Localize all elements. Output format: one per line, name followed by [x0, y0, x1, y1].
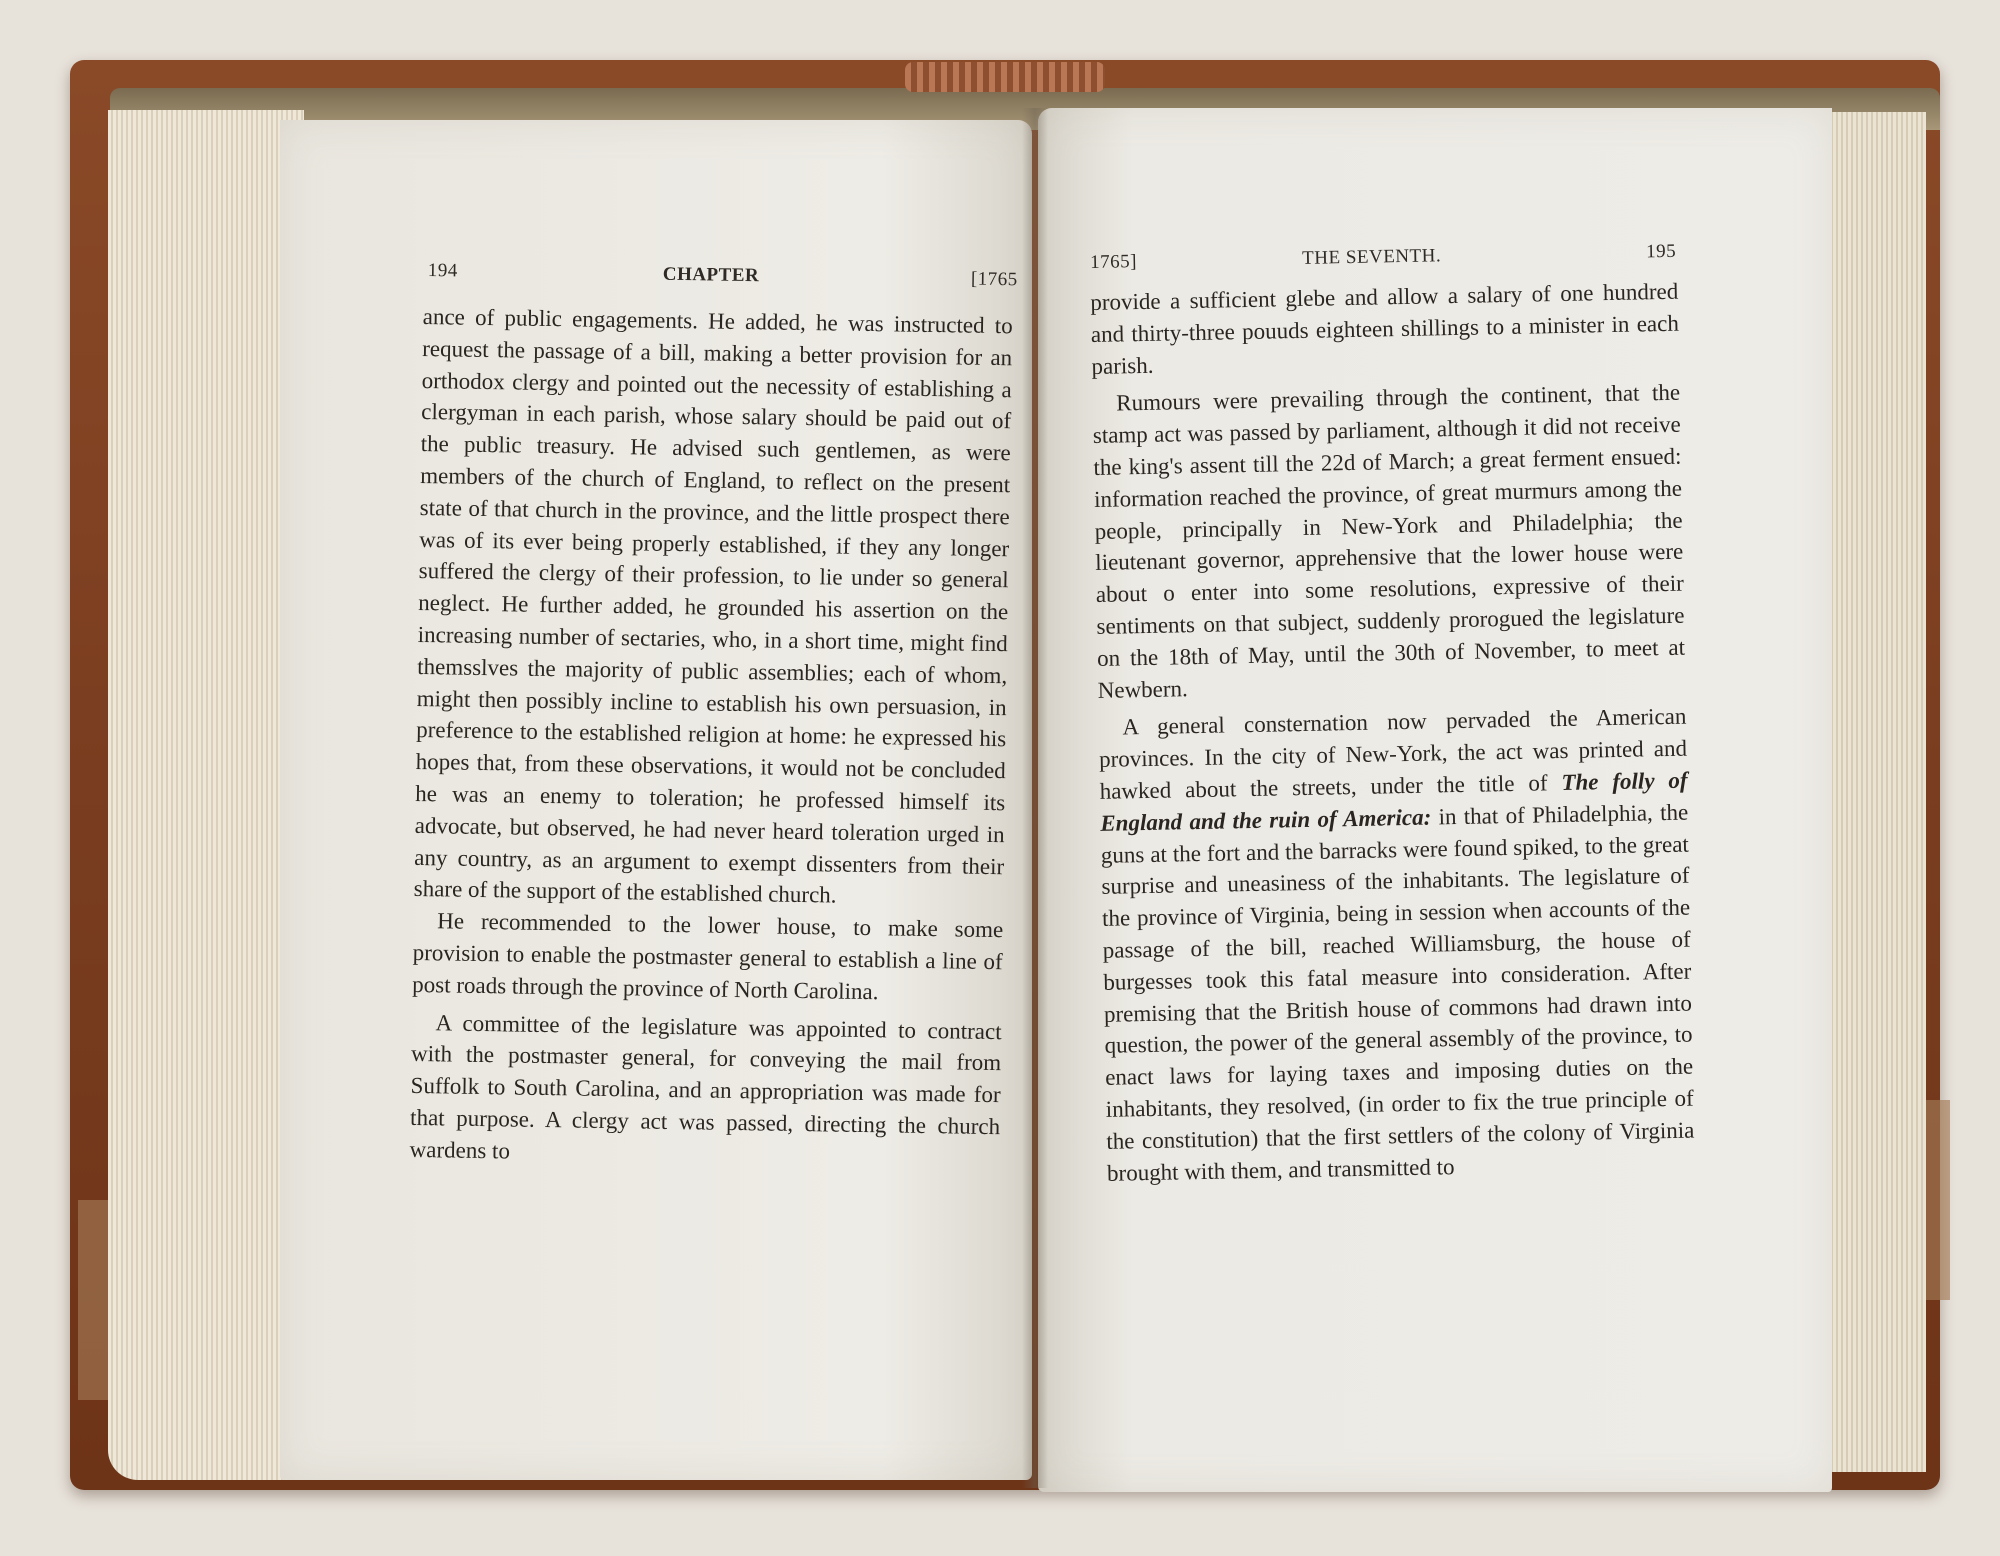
paragraph: Rumours were prevailing through the continent, that the stamp act was passed by parliament, although it did not receive the king's assent till the 22d of March; a great ferment ensued: information reached the province, of great murmurs among the people, principally in New-York and Philadelphia; the lieutenant governor, apprehensive that the lower house were about o enter into some resolutions, expressive of their sentiments on that subject, suddenly prorogued the legislature on the 18th of May, until the 30th of November, to meet at Newbern. [1092, 380, 1686, 703]
left-page-number: 194 [427, 260, 458, 282]
paragraph-text: in that of Philadelphia, the guns at the fort and the barracks were found spiked, to the great surprise and uneasiness of the inhabitants. The legislature of the province of Virginia, being in session when accounts of the passage of the bill, reached Williamsburg, the house of burgesses took this fatal measure into consideration. After premising that the British house of commons had drawn into question, the power of the general assembly of the province, to enact laws for laying taxes and imposing duties on the inhabitants, they resolved, (in order to fix the true principle of the constitution) that the first settlers of the colony of Virginia brought with them, and transmitted to [1100, 799, 1695, 1186]
paragraph-text: A general consternation now pervaded the American provinces. In the city of New-York, the act was printed and hawked about the streets, under the title of [1098, 703, 1688, 804]
left-running-head: CHAPTER [662, 263, 760, 287]
page-edges-left [108, 110, 304, 1480]
right-page-year: 1765] [1090, 251, 1138, 273]
spine-headband [905, 62, 1105, 92]
left-page-year: [1765 [970, 268, 1018, 291]
paragraph [1098, 701, 1695, 1189]
book-gutter [1022, 108, 1048, 1488]
paragraph: A committee of the legislature was appointed to contract with the postmaster general, for conveying the mail from Suffolk to South Carolina, and an appropriation was made for that purpose. A clergy act was passed, directing the church wardens to [409, 1009, 1002, 1164]
paragraph: provide a sufficient glebe and allow a salary of one hundred and thirty-three pouuds eighteen shillings to a minister in each parish. [1090, 278, 1680, 379]
right-running-head: THE SEVENTH. [1301, 245, 1442, 269]
left-page-text [409, 301, 1013, 1175]
right-page-number: 195 [1645, 240, 1677, 263]
paragraph: He recommended to the lower house, to make some provision to enable the postmaster general to establish a line of post roads through the province of North Carolina. [412, 908, 1004, 1004]
paragraph: ance of public engagements. He added, he was instructed to request the passage of a bill, making a better provision for an orthodox clergy and pointed out the necessity of establishing a clergyman in each parish, whose salary should be paid out of the public treasury. He advised such gentlemen, as were members of the church of England, to reflect on the present state of that church in the province, and the little prospect there was of its ever being properly established, if they any longer suffered the clergy of their profession, to lie under so general neglect. He further added, he grounded his assertion on the increasing number of sectaries, who, in a short time, might find themsslves the majority of public assemblies; each of whom, might then possibly incline to establish his own persuasion, in preference to the established religion at home: he expressed his hopes that, from these observations, it would not be concluded he was an enemy to toleration; he professed himself its advocate, but observed, he had never heard toleration urged in any country, as an argument to exempt dissenters from their share of the support of the established church. [413, 303, 1013, 908]
right-page-text [1090, 276, 1695, 1189]
pamphlet-title: The folly of England and the ruin of America: [1100, 767, 1688, 836]
